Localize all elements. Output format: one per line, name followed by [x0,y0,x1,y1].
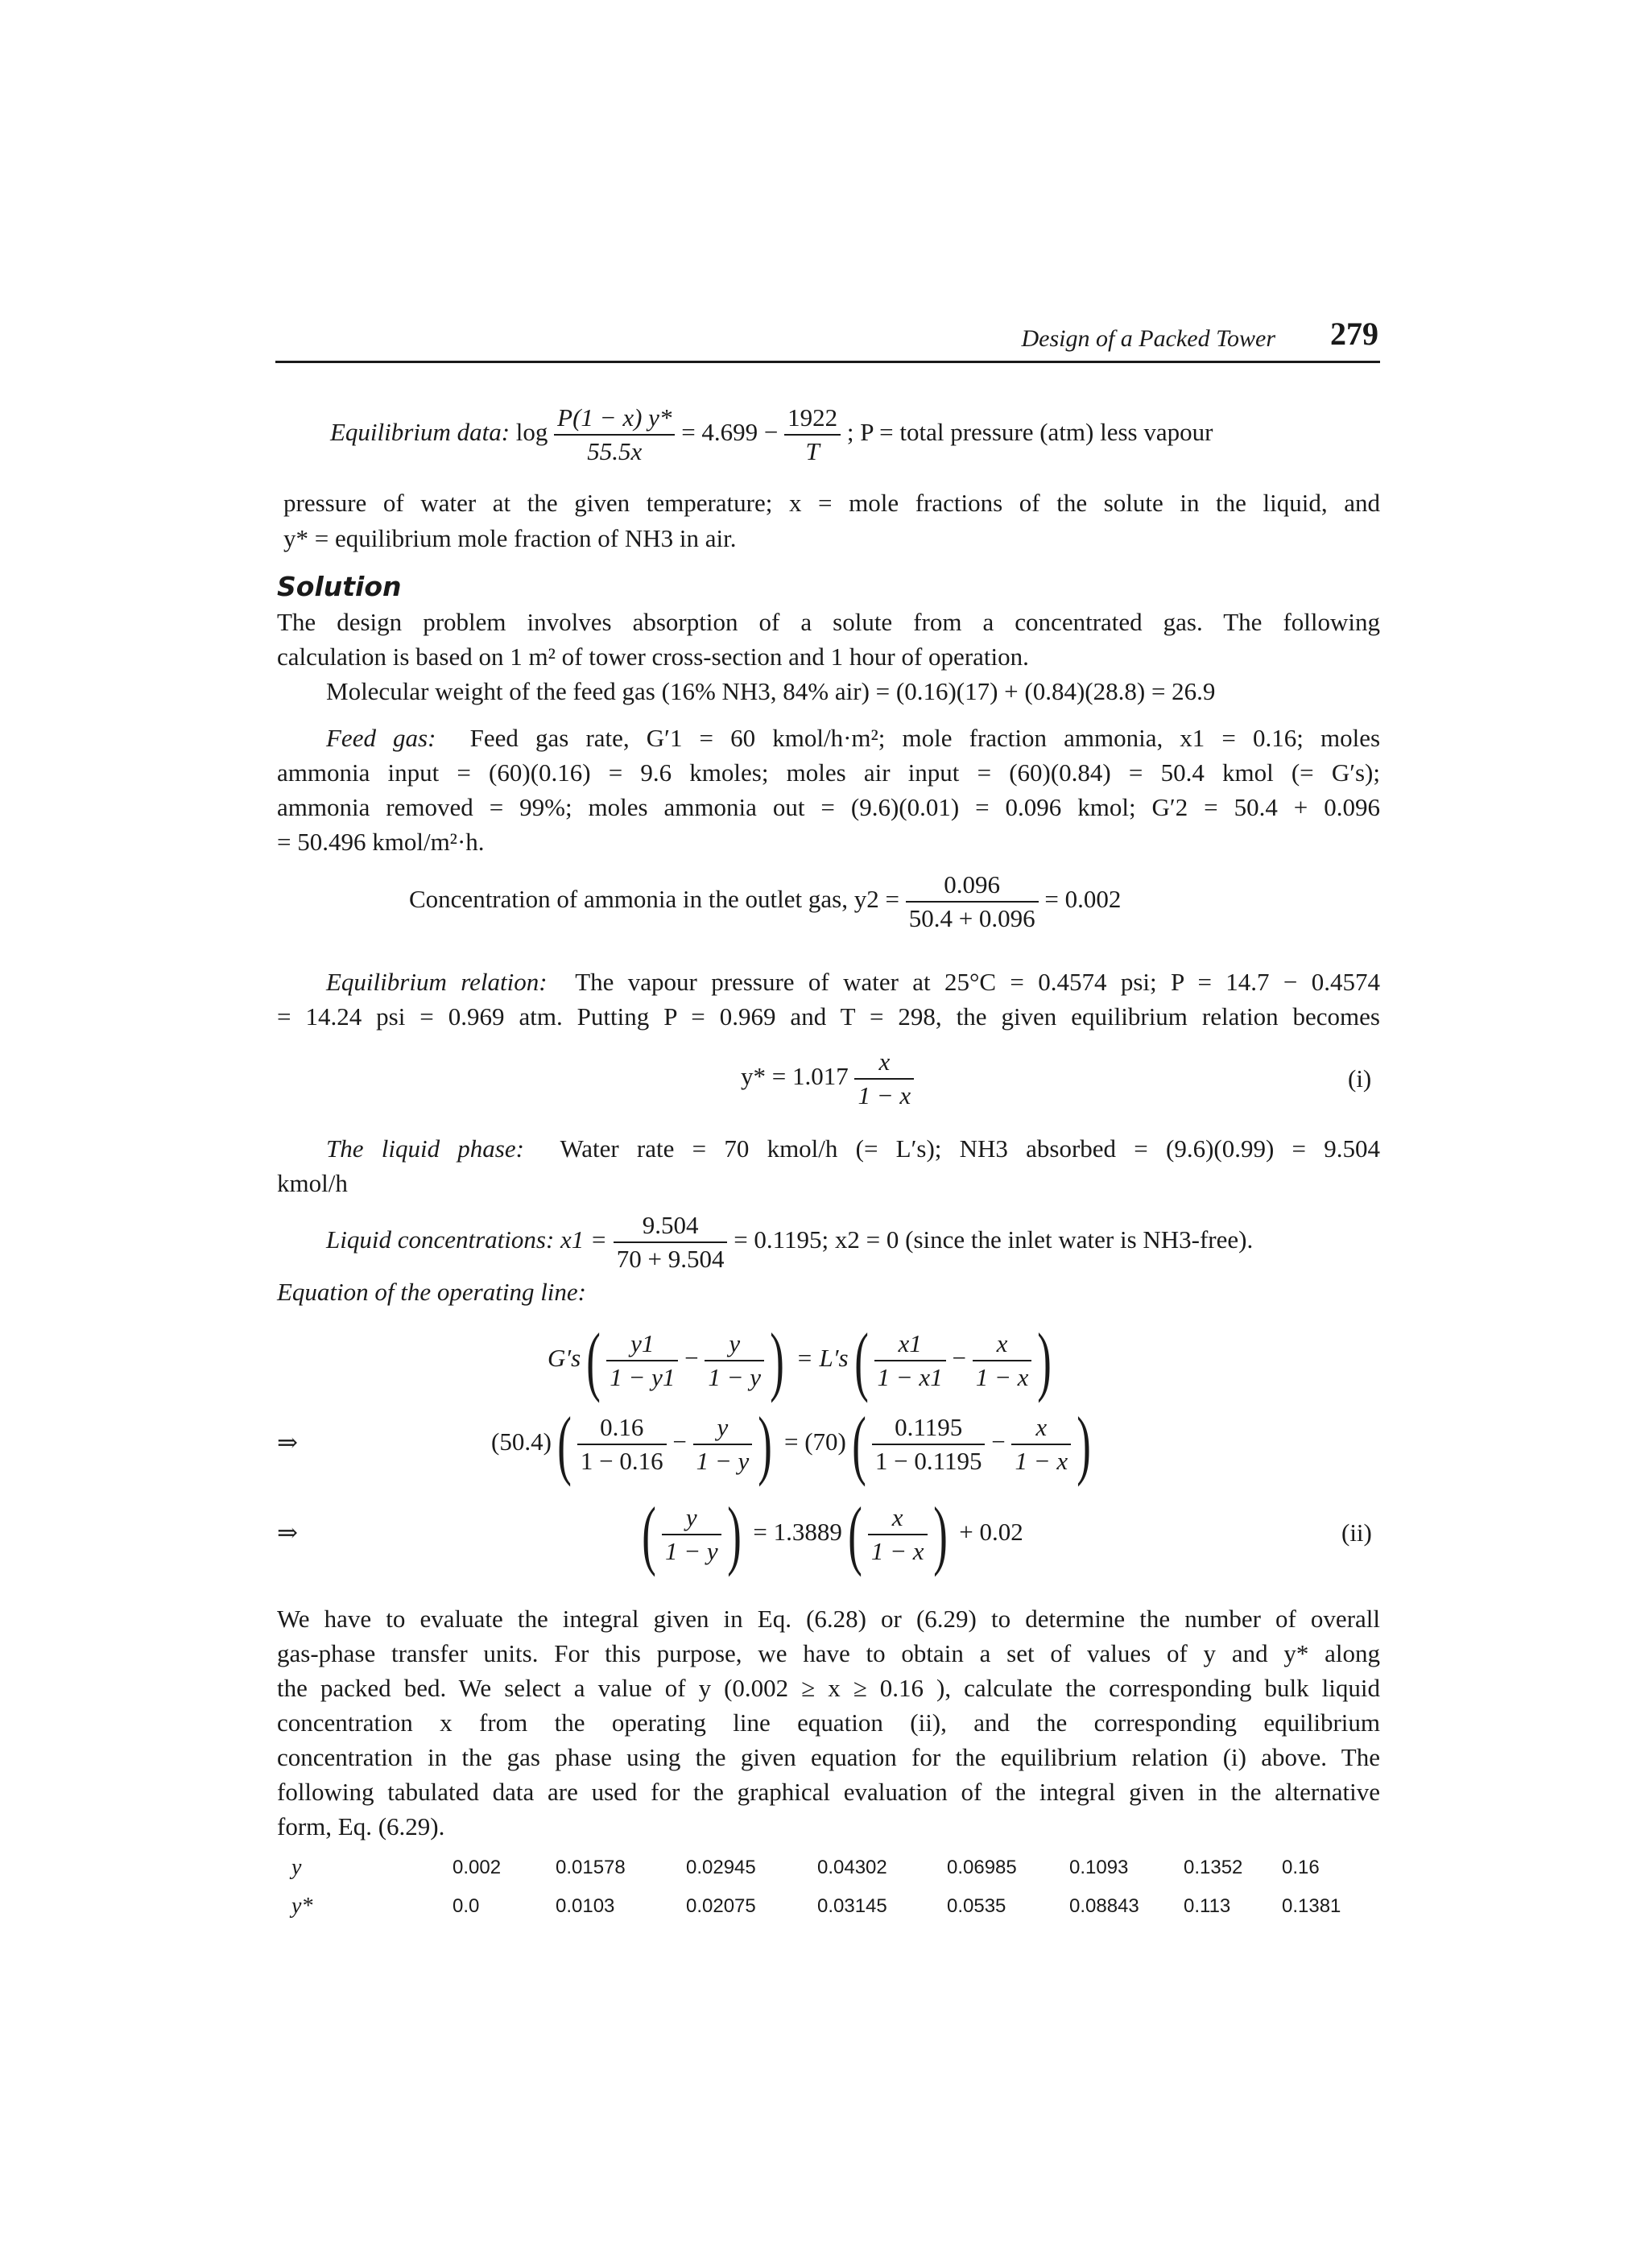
equilibrium-lhs-fraction: $\frac{P(1 - x) y*}{55.5x}$ [554,403,675,467]
equilibrium-middle: = 4.699 − [681,418,779,447]
table-cell: 0.113 [1184,1895,1231,1917]
op2-fraction-a: $\frac{0.16}{1 - 0.16}$ [577,1412,667,1477]
operating-line-label: Equation of the operating line: [277,1278,587,1306]
liquid-concentrations-tail: = 0.1195; x2 = 0 (since the inlet water is NH3-free). [734,1225,1254,1254]
implies-arrow-1: ⇒ [277,1428,298,1456]
op1-fraction-d: $\frac{x}{1 - x}$ [973,1328,1032,1393]
log-text: log [515,418,548,447]
implies-arrow-2: ⇒ [277,1518,298,1547]
op2-equals: = (70) [784,1427,846,1456]
equilibrium-relation-line-1 [326,965,1380,999]
op2-lhs: (50.4) [491,1427,552,1456]
table-cell: 0.16 [1282,1857,1320,1878]
op3-tail: + 0.02 [959,1518,1023,1547]
row-label-y: y [291,1855,302,1880]
minus-sign: − [672,1427,687,1456]
equation-i-lhs: y* = 1.017 [741,1062,849,1091]
table-row-ystar [277,1887,1346,1926]
table-cell: 0.08843 [1069,1895,1139,1917]
final-paragraph-line-2: gas-phase transfer units. For this purpose, we have to obtain a set of values of y and y* along [277,1639,1380,1667]
equation-ii-tag: (ii) [1341,1518,1372,1547]
minus-sign: − [991,1427,1006,1456]
liquid-phase-label: The liquid phase: [326,1134,524,1163]
final-paragraph-line-6: following tabulated data are used for the graphical evaluation of the integral given in the alternative [277,1778,1380,1806]
liquid-phase-text: Water rate = 70 kmol/h (= L′s); NH3 absorbed = (9.6)(0.99) = 9.504 [560,1134,1380,1163]
running-header [275,316,1380,363]
molecular-weight-line: Molecular weight of the feed gas (16% NH3, 84% air) = (0.16)(17) + (0.84)(28.8) = 26.9 [326,677,1216,705]
feed-gas-line-4: = 50.496 kmol/m²·h. [277,828,485,856]
row-label-ystar: y* [291,1894,313,1919]
table-cell: 0.1093 [1069,1857,1129,1878]
outlet-concentration-result: = 0.002 [1044,885,1122,914]
table-cell: 0.02075 [686,1895,756,1917]
table-cell: 0.04302 [817,1857,887,1878]
op1-equals-ls: = L′s [796,1344,849,1373]
equilibrium-line-3: y* = equilibrium mole fraction of NH3 in air. [283,524,737,552]
final-paragraph-line-5: concentration in the gas phase using the given equation for the equilibrium relation (i) above. The [277,1743,1380,1771]
liquid-concentrations-fraction: $\frac{9.504}{70 + 9.504}$ [614,1210,728,1274]
op2-fraction-b: $\frac{y}{1 - y}$ [693,1412,753,1477]
feed-gas-text: Feed gas rate, G′1 = 60 kmol/h·m²; mole fraction ammonia, x1 = 0.16; moles [469,724,1381,752]
equation-i [741,1047,914,1111]
liquid-phase-line-1 [326,1132,1380,1166]
solution-paragraph-1-line-1: The design problem involves absorption of a solute from a concentrated gas. The following [277,608,1380,636]
liquid-phase-line-2: kmol/h [277,1169,348,1197]
table-cell: 0.0103 [556,1895,615,1917]
operating-line-equation-1: G′s( $\frac{y1}{1 - y1}$ − $\frac{y}{1 - y}$ ) = L′s( $\frac{x1}{1 - x1}$ − $\frac{x}{1 - x}$ ) [548,1317,1052,1403]
table-row-y [277,1849,1346,1887]
op2-fraction-d: $\frac{x}{1 - x}$ [1011,1412,1071,1477]
table-cell: 0.03145 [817,1895,887,1917]
table-cell: 0.0 [453,1895,480,1917]
op1-fraction-b: $\frac{y}{1 - y}$ [705,1328,764,1393]
minus-sign: − [952,1344,966,1373]
table-cell: 0.02945 [686,1857,756,1878]
equation-i-tag: (i) [1348,1064,1372,1093]
solution-paragraph-1-line-2: calculation is based on 1 m² of tower cross-section and 1 hour of operation. [277,642,1029,671]
final-paragraph-line-1: We have to evaluate the integral given in Eq. (6.28) or (6.29) to determine the number of overall [277,1605,1380,1633]
final-paragraph-line-3: the packed bed. We select a value of y (0.002 ≥ x ≥ 0.16 ), calculate the corresponding bulk liquid [277,1674,1380,1702]
equilibrium-data-line [330,403,1385,467]
op3-fraction-y: $\frac{y}{1 - y}$ [662,1502,721,1567]
minus-sign: − [684,1344,699,1373]
equilibrium-line-2: pressure of water at the given temperature; x = mole fractions of the solute in the liquid, and [283,489,1380,517]
final-paragraph-line-7: form, Eq. (6.29). [277,1812,445,1840]
final-paragraph-line-4: concentration x from the operating line equation (ii), and the corresponding equilibrium [277,1708,1380,1737]
table-cell: 0.002 [453,1857,502,1878]
y-ystar-table [277,1849,1346,1926]
table-cell: 0.1352 [1184,1857,1243,1878]
feed-gas-line-1 [326,721,1380,755]
outlet-concentration-text: Concentration of ammonia in the outlet gas, y2 = [409,885,899,914]
equilibrium-relation-text: The vapour pressure of water at 25°C = 0.4574 psi; P = 14.7 − 0.4574 [575,968,1380,996]
table-cell: 0.06985 [947,1857,1017,1878]
op1-fraction-c: $\frac{x1}{1 - x1}$ [874,1328,946,1393]
equilibrium-data-label: Equilibrium data: [330,418,510,447]
equilibrium-relation-line-2: = 14.24 psi = 0.969 atm. Putting P = 0.969 and T = 298, the given equilibrium relation becomes [277,1002,1380,1031]
equilibrium-rhs-fraction: $\frac{1922}{T}$ [784,403,841,467]
op3-fraction-x: $\frac{x}{1 - x}$ [868,1502,928,1567]
feed-gas-label: Feed gas: [326,724,436,752]
operating-line-equation-2: (50.4)( $\frac{0.16}{1 - 0.16}$ − $\frac{y}{1 - y}$ ) = (70)( $\frac{0.1195}{1 - 0.1195}$ − $\frac{x}{1 - x}$ ) [491,1401,1091,1487]
operating-line-equation-3: ( $\frac{y}{1 - y}$ ) = 1.3889( $\frac{x}{1 - x}$ ) + 0.02 [642,1491,1023,1577]
equilibrium-relation-label: Equilibrium relation: [326,968,548,996]
running-title: Design of a Packed Tower [1021,325,1275,352]
feed-gas-line-3: ammonia removed = 99%; moles ammonia out = (9.6)(0.01) = 0.096 kmol; G′2 = 50.4 + 0.096 [277,793,1380,821]
page-number: 279 [1330,316,1378,352]
op1-fraction-a: $\frac{y1}{1 - y1}$ [606,1328,678,1393]
table-cell: 0.01578 [556,1857,626,1878]
solution-heading: Solution [277,571,402,602]
table-cell: 0.0535 [947,1895,1006,1917]
outlet-concentration-fraction: $\frac{0.096}{50.4 + 0.096}$ [906,870,1039,934]
liquid-concentrations-label: Liquid concentrations: x1 = [326,1225,607,1254]
op2-fraction-c: $\frac{0.1195}{1 - 0.1195}$ [872,1412,986,1477]
liquid-concentrations-line [326,1210,1253,1274]
equation-i-fraction: $\frac{x}{1 - x}$ [854,1047,914,1111]
outlet-concentration-equation [409,870,1121,934]
feed-gas-line-2: ammonia input = (60)(0.16) = 9.6 kmoles; moles air input = (60)(0.84) = 50.4 kmol (= G′s); [277,758,1380,787]
op1-lhs: G′s [548,1344,581,1373]
equilibrium-tail: ; P = total pressure (atm) less vapour [846,418,1213,447]
table-cell: 0.1381 [1282,1895,1341,1917]
op3-equals: = 1.3889 [753,1518,842,1547]
